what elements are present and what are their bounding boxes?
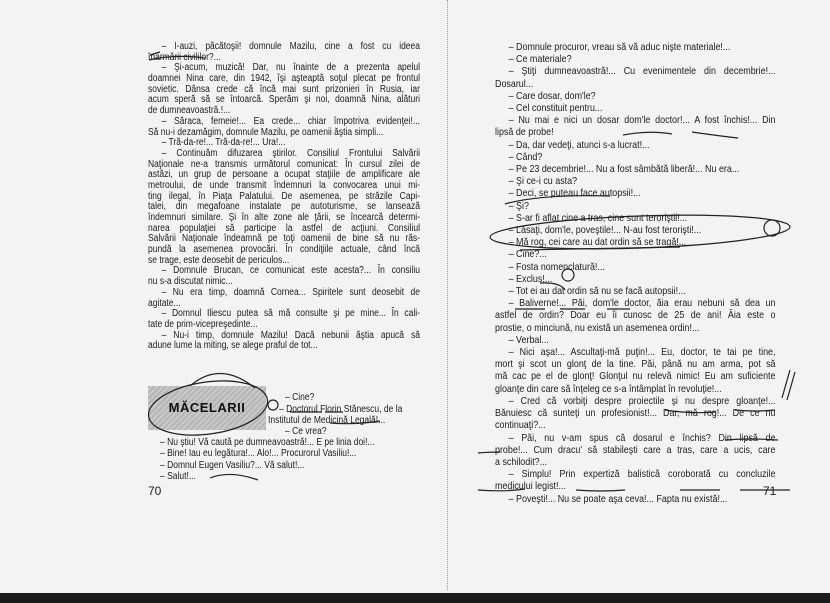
text-line: înarmării civililor?... xyxy=(148,51,221,63)
text-line: – Care dosar, dom'le? xyxy=(508,89,596,102)
chapter-title: MĂCELARII xyxy=(168,400,246,415)
text-line: – Domnul Iliescu putea să mă consulte şi pe mine... În cali- xyxy=(161,308,420,320)
text-line: – Fosta nomenclatură!... xyxy=(508,260,605,273)
text-line: – Verbal... xyxy=(508,333,549,346)
text-line: – Lăsaţi, dom'le, poveştile!... N-au fost terorişti!... xyxy=(508,224,702,237)
text-line: – Nu era timp, doamnă Cornea... Spiritele sunt deosebit de xyxy=(161,286,420,298)
text-line: – Domnule procuror, vreau să vă aduc nişte materiale!... xyxy=(508,41,731,53)
text-line: probe!... Cum dracu' să stabileşti care a tras, care a ucis, care xyxy=(495,443,776,456)
text-line: acum speră să se întoarcă. Sperăm şi noi, doamnă Nina, alături xyxy=(148,94,420,106)
page-number-left: 70 xyxy=(148,484,162,498)
underline-mark xyxy=(665,410,775,413)
text-line: – Nici aşa!... Ascultaţi-mă puţin!... Eu, doctor, te tai pe tine, xyxy=(508,346,776,359)
text-line: de dumneavoastră.!... xyxy=(148,105,231,117)
text-line: astfel de ordin? Doar eu îi cunosc de 25 de ani! Ăia este o xyxy=(495,309,776,322)
text-line: doamnei Nina care, din 1942, îşi aşteaptă soţul plecat pe frontul xyxy=(148,73,420,85)
text-line: – Păi, nu v-am spus că dosarul e închis? Din lipsă de xyxy=(508,431,776,444)
text-line: talei, din megafoane instalate pe autoturisme, se lansează xyxy=(148,201,420,213)
text-line: nu s-a discutat nimic... xyxy=(148,276,233,288)
text-line: – Poveşti!... Nu se poate aşa ceva!... Fapta nu există!... xyxy=(508,492,728,505)
text-line: prostie, o minciună, nu există un asemenea ordin!... xyxy=(495,321,700,334)
text-line: agitate... xyxy=(148,297,181,309)
side-line: Institutul de Medicină Legală!... xyxy=(268,415,386,426)
dialog-line: – Nu ştiu! Vă caută pe dumneavoastră!... E pe linia doi!... xyxy=(160,437,375,448)
text-line: tate de prim-vicepreşedinte... xyxy=(148,318,258,330)
text-line: Salvării Naţionale îndeamnă pe toţi oamenii de bine să nu răs- xyxy=(148,233,420,245)
text-line: – Deci, se puteau face autopsii!... xyxy=(508,187,641,200)
text-line: – Tot ei au dat ordin să nu se facă autopsii!... xyxy=(508,285,686,298)
text-line: adune lume la miting, se alege praful de tot... xyxy=(148,340,318,352)
circle-mark xyxy=(268,400,278,410)
text-line: pundă la asemenea provocări. În condiţiile actuale, când încă xyxy=(148,244,420,256)
underline-mark xyxy=(150,52,160,55)
text-line: Dosarul... xyxy=(495,77,534,90)
text-line: metroului, de unde transmit îndemnuri la convocarea unui mi- xyxy=(148,179,420,191)
underline-mark xyxy=(478,439,778,453)
text-line: – Baliverne!... Păi, dom'le doctor, ăia erau nebuni să dea un xyxy=(508,297,776,310)
text-line: ting ilegal, în Piaţa Palatului. De asemenea, pe străzile Capi- xyxy=(148,190,420,202)
underline-mark xyxy=(623,132,738,138)
page-number-right: 71 xyxy=(763,484,777,498)
ellipse-mark xyxy=(145,374,271,442)
side-line: – Ce vrea? xyxy=(285,426,327,437)
text-line: – Când? xyxy=(508,150,543,163)
dialog-line: – Bine! Iau eu legătura!... Alo!... Procurorul Vasiliu!... xyxy=(160,448,357,460)
underline-mark xyxy=(478,489,790,491)
text-line: narea populaţiei să participe la astfel de acţiuni. Consiliul xyxy=(148,222,420,234)
text-line: se trage, este deosebit de periculos... xyxy=(148,254,290,266)
text-line: – Ştiţi dumneavoastră!... Cu evenimentele din decembrie!... xyxy=(508,65,776,78)
text-line: – Tră-da-re!... Tră-da-re!... Ura!... xyxy=(161,137,286,149)
text-line: – Ce materiale? xyxy=(508,53,572,66)
text-line: – Simplu! Prin expertiză balistică coroborată cu concluzile xyxy=(508,468,776,481)
text-line: – Mă rog, cei care au dat ordin să se tragă!... xyxy=(508,236,687,249)
ellipse-mark xyxy=(490,211,791,253)
text-line: – Cel constituit pentru... xyxy=(508,102,603,115)
text-line: – Şi-acum, muzică! Dar, nu înainte de a prezenta apelul xyxy=(161,62,420,74)
text-line: medicului legist!... xyxy=(495,480,566,493)
text-line: astăzi, un grup de persoane a ocupat staţiile de amplificare ale xyxy=(148,169,420,181)
underline-mark xyxy=(290,412,380,424)
margin-mark xyxy=(782,370,795,400)
text-line: – Da, dar vedeţi, atunci s-a lucrat!... xyxy=(508,138,650,151)
underline-mark xyxy=(505,196,610,204)
dialog-line: – Domnul Eugen Vasiliu?... Vă salut!... xyxy=(160,459,305,471)
text-line: – Nu-i timp, domnule Mazilu! Dacă nebunii ăştia apucă să xyxy=(161,329,420,341)
text-line: Să nu-i dezamăgim, domnule Mazilu, pe oamenii ăştia simpli... xyxy=(148,126,384,138)
underline-mark xyxy=(210,474,258,480)
side-line: – Cine? xyxy=(285,392,315,403)
text-line: Bănuiesc că sunteţi un profesionist!... Dar, mă rog!... De ce nu xyxy=(495,407,776,420)
text-line: continuaţi?... xyxy=(495,419,546,432)
text-line: – Continuăm difuzarea ştirilor. Consiliul Frontului Salvării xyxy=(161,147,420,159)
text-line: – Cred că vorbiţi despre proiectile şi nu despre gloanţe!... xyxy=(508,394,776,407)
text-line: – Nu mai e nici un dosar dom'le doctor!... A fost închis!... Din xyxy=(508,114,776,127)
circle-mark xyxy=(764,220,780,236)
text-line: – Săraca, femeie!... Ea crede... chiar împotriva evidenţei!... xyxy=(161,115,420,127)
text-line: gloanţe din care să înţeleg ce s-a întâmplat în revoluţie!... xyxy=(495,382,722,395)
text-line: lipsă de probe! xyxy=(495,126,554,139)
text-line: – Şi ce-i cu asta? xyxy=(508,175,578,188)
text-line: a schilodit?... xyxy=(495,455,548,468)
dialog-line: – Salut!... xyxy=(160,470,196,482)
text-line: mort şi scot un glonţ de la tine. Păi, până nu am arma, pot să xyxy=(495,358,776,371)
text-line: Naţionale ne-a transmis următorul comunicat: În cursul zilei de xyxy=(148,158,420,170)
text-line: – S-ar fi aflat cine a tras, cine sunt teroriştii!... xyxy=(508,211,688,224)
text-line: – Şi? xyxy=(508,199,529,212)
text-line: – Cine?... xyxy=(508,248,547,261)
text-line: – I-auzi, păcătoşii! domnule Mazilu, cine a fost cu ideea xyxy=(161,41,420,52)
underline-mark xyxy=(540,283,565,290)
text-line: îndemnuri similare. Şi în alte zone ale ţării, se încearcă determi- xyxy=(148,212,420,223)
text-line: mă cac pe el de glonţ! Glonţul nu relevă nimic! Eu am suficiente xyxy=(495,370,776,383)
circle-mark xyxy=(562,269,574,281)
text-line: – Exclus!... xyxy=(508,272,553,285)
text-line: – Domnule Brucan, ce comunicat este acesta?... În consiliu xyxy=(161,265,420,277)
side-line: – Doctorul Florin Stănescu, de la xyxy=(279,404,403,415)
underline-mark xyxy=(149,56,205,60)
text-line: sovietic. Dânsa crede că încă mai sunt prizonieri în Rusia, iar xyxy=(148,83,420,95)
text-line: – Pe 23 decembrie!... Nu a fost sâmbătă liberă!... Nu era... xyxy=(508,163,740,176)
